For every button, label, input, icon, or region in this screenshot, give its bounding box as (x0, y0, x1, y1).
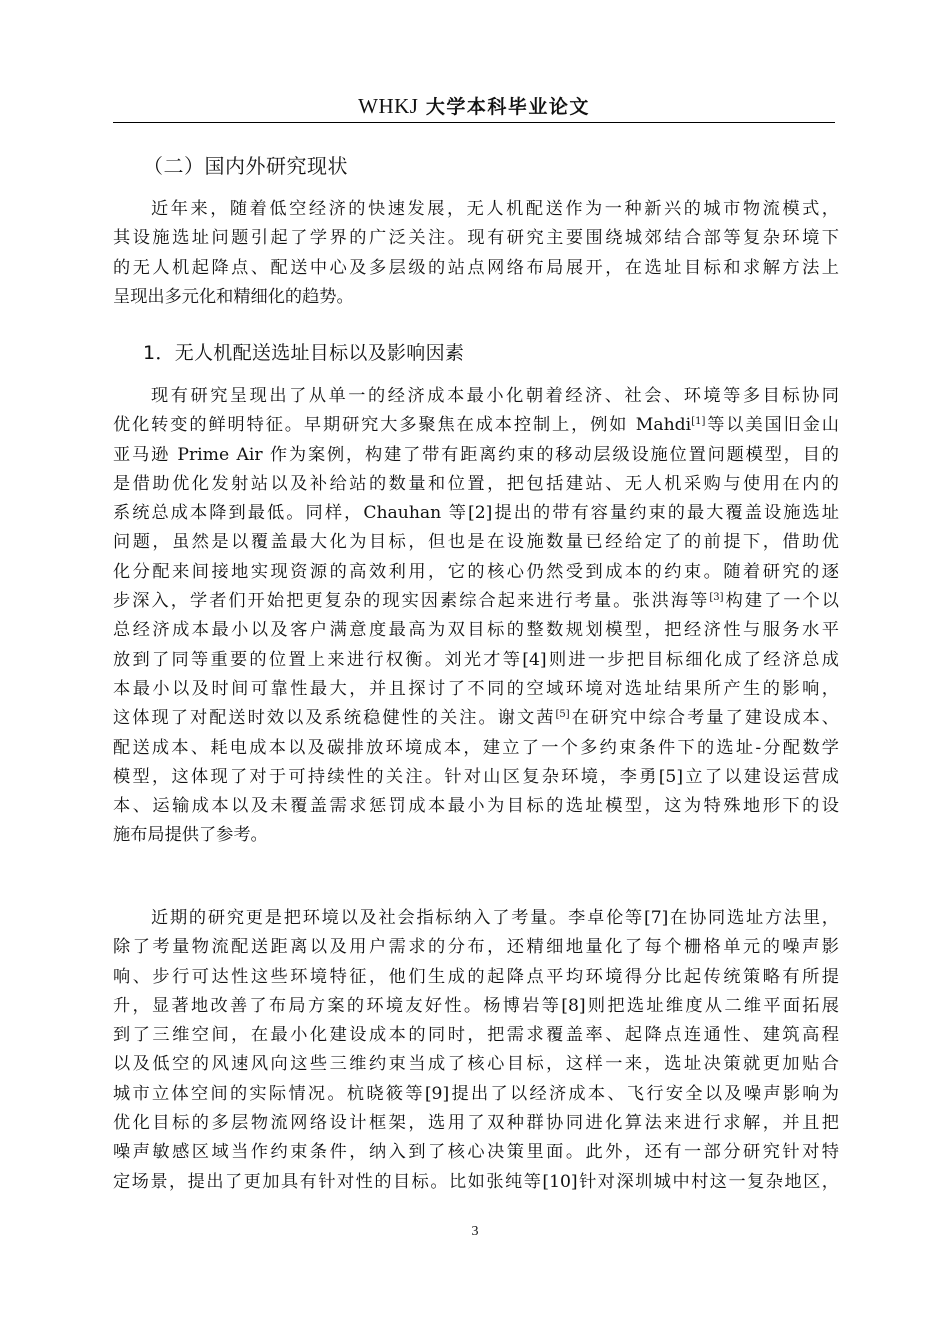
text-line: 噪声敏感区域当作约束条件，纳入到了核心决策里面。此外，还有一部分研究针对特 (113, 1142, 839, 1163)
text-line: 问题，虽然是以覆盖最大化为目标，但也是在设施数量已经给定了的前提下，借助优 (113, 532, 839, 553)
text-run: 步深入，学者们开始把更复杂的现实因素综合起来进行考量。张洪海等 (113, 591, 710, 612)
text-line: 其设施选址问题引起了学界的广泛关注。现有研究主要围绕城郊结合部等复杂环境下 (113, 228, 839, 249)
text-line: 的无人机起降点、配送中心及多层级的站点网络布局展开，在选址目标和求解方法上 (113, 257, 839, 278)
text-line (113, 587, 839, 616)
paragraph-recent-research (113, 904, 839, 1197)
citation-superscript: [5] (555, 709, 570, 721)
text-line: 系统总成本降到最低。同样，Chauhan 等[2]提出的带有容量约束的最大覆盖设施选址 (113, 503, 839, 524)
text-line: 本最小以及时间可靠性最大，并且探讨了不同的空域环境对选址结果所产生的影响， (113, 678, 839, 699)
text-line (113, 411, 839, 440)
text-line: 到了三维空间，在最小化建设成本的同时，把需求覆盖率、起降点连通性、建筑高程 (113, 1025, 839, 1046)
header-title: 大学本科毕业论文 (425, 96, 590, 118)
paragraph-intro (113, 195, 839, 312)
text-run: 优化转变的鲜明特征。早期研究大多聚焦在成本控制上，例如 Mahdi (113, 415, 692, 436)
text-line: 以及低空的风速风向这些三维约束当成了核心目标，这样一来，选址决策就更加贴合 (113, 1054, 839, 1075)
text-line: 定场景，提出了更加具有针对性的目标。比如张纯等[10]针对深圳城中村这一复杂地区， (113, 1171, 839, 1192)
citation-superscript: [1] (691, 416, 706, 428)
running-header (113, 92, 835, 119)
text-line: 总经济成本最小以及客户满意度最高为双目标的整数规划模型，把经济性与服务水平 (113, 620, 839, 641)
header-rule (113, 122, 835, 123)
subsection-heading: 1．无人机配送选址目标以及影响因素 (143, 342, 465, 364)
text-line: 城市立体空间的实际情况。杭晓筱等[9]提出了以经济成本、飞行安全以及噪声影响为 (113, 1083, 839, 1104)
text-line: 优化目标的多层物流网络设计框架，选用了双种群协同进化算法来进行求解，并且把 (113, 1113, 839, 1134)
text-line: 施布局提供了参考。 (113, 825, 268, 846)
text-run: 在研究中综合考量了建设成本、 (569, 708, 839, 729)
text-line: 近期的研究更是把环境以及社会指标纳入了考量。李卓伦等[7]在协同选址方法里， (151, 908, 839, 928)
text-line: 呈现出多元化和精细化的趋势。 (113, 286, 354, 307)
page-number: 3 (471, 1224, 479, 1239)
text-line: 本、运输成本以及未覆盖需求惩罚成本最小为目标的选址模型，这为特殊地形下的设 (113, 796, 839, 817)
text-line: 亚马逊 Prime Air 作为案例，构建了带有距离约束的移动层级设施位置问题模型，目的 (113, 444, 839, 465)
text-line: 现有研究呈现出了从单一的经济成本最小化朝着经济、社会、环境等多目标协同 (151, 386, 839, 406)
section-heading: （二）国内外研究现状 (143, 154, 348, 178)
citation-superscript: [3] (709, 592, 724, 604)
text-run: 构建了一个以 (723, 591, 839, 612)
text-run: 这体现了对配送时效以及系统稳健性的关注。谢文茜 (113, 708, 556, 729)
text-line: 模型，这体现了对于可持续性的关注。针对山区复杂环境，李勇[5]立了以建设运营成 (113, 766, 839, 787)
text-line: 是借助优化发射站以及补给站的数量和位置，把包括建站、无人机采购与使用在内的 (113, 473, 839, 494)
text-line: 配送成本、耗电成本以及碳排放环境成本，建立了一个多约束条件下的选址-分配数学 (113, 737, 839, 758)
text-line: 化分配来间接地实现资源的高效利用，它的核心仍然受到成本的约束。随着研究的逐 (113, 561, 839, 582)
text-line: 除了考量物流配送距离以及用户需求的分布，还精细地量化了每个栅格单元的噪声影 (113, 937, 839, 958)
text-run: 等以美国旧金山 (705, 415, 839, 436)
text-line: 响、步行可达性这些环境特征，他们生成的起降点平均环境得分比起传统策略有所提 (113, 966, 839, 987)
text-line: 近年来，随着低空经济的快速发展，无人机配送作为一种新兴的城市物流模式， (151, 199, 839, 219)
text-line (113, 704, 839, 733)
text-line: 升，显著地改善了布局方案的环境友好性。杨博岩等[8]则把选址维度从二维平面拓展 (113, 995, 839, 1016)
text-line: 放到了同等重要的位置上来进行权衡。刘光才等[4]则进一步把目标细化成了经济总成 (113, 649, 839, 670)
header-latin: WHKJ (358, 94, 419, 118)
paragraph-objectives (113, 382, 839, 851)
